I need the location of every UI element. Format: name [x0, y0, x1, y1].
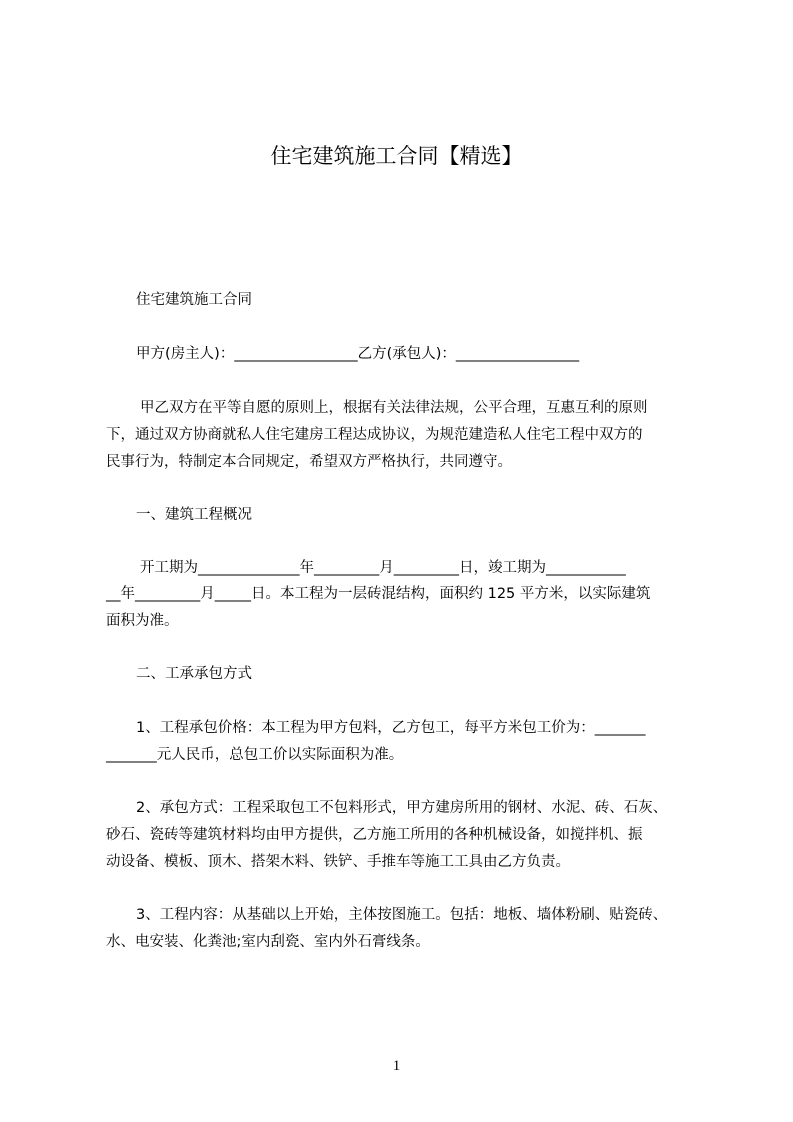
section-heading-contracting: 二、工承承包方式 [136, 666, 252, 682]
item-scope-line: 水、电安装、化粪池;室内刮瓷、室内外石膏线条。 [106, 934, 430, 950]
intro-line: 民事行为，特制定本合同规定，希望双方严格执行，共同遵守。 [106, 454, 512, 470]
intro-line: 下，通过双方协商就私人住宅建房工程达成协议，为规范建造私人住宅工程中双方的 [106, 427, 643, 443]
section-heading-overview: 一、建筑工程概况 [136, 507, 252, 523]
item-scope-line: 3、工程内容：从基础以上开始，主体按图施工。包括：地板、墙体粉刷、贴瓷砖、 [136, 907, 668, 923]
page-number: 1 [392, 1058, 401, 1074]
intro-line: 甲乙双方在平等自愿的原则上，根据有关法律法规，公平合理，互惠互利的原则 [140, 400, 648, 416]
item-method-line: 2、承包方式：工程采取包工不包料形式，甲方建房所用的钢材、水泥、砖、石灰、 [136, 800, 668, 816]
item-price-line: 1、工程承包价格：本工程为甲方包料，乙方包工，每平方米包工价为：_______ [136, 720, 646, 736]
item-method-line: 砂石、瓷砖等建筑材料均由甲方提供，乙方施工所用的各种机械设备，如搅拌机、振 [106, 827, 643, 843]
item-method-line: 动设备、模板、顶木、搭架木料、铁铲、手推车等施工工具由乙方负责。 [106, 854, 570, 870]
overview-line: 开工期为______________年_________月_________日，竣工期为___________ [140, 560, 626, 576]
overview-line: 面积为准。 [106, 613, 179, 629]
parties-line: 甲方(房主人)：_________________乙方(承包人)：_________________ [136, 346, 580, 362]
page-title: 住宅建筑施工合同【精选】 [270, 144, 523, 168]
overview-line: __年_________月_____日。本工程为一层砖混结构，面积约 125 平方米，以实际建筑 [106, 586, 651, 602]
item-price-line: _______元人民币，总包工价以实际面积为准。 [106, 747, 404, 763]
contract-subtitle: 住宅建筑施工合同 [136, 292, 252, 308]
